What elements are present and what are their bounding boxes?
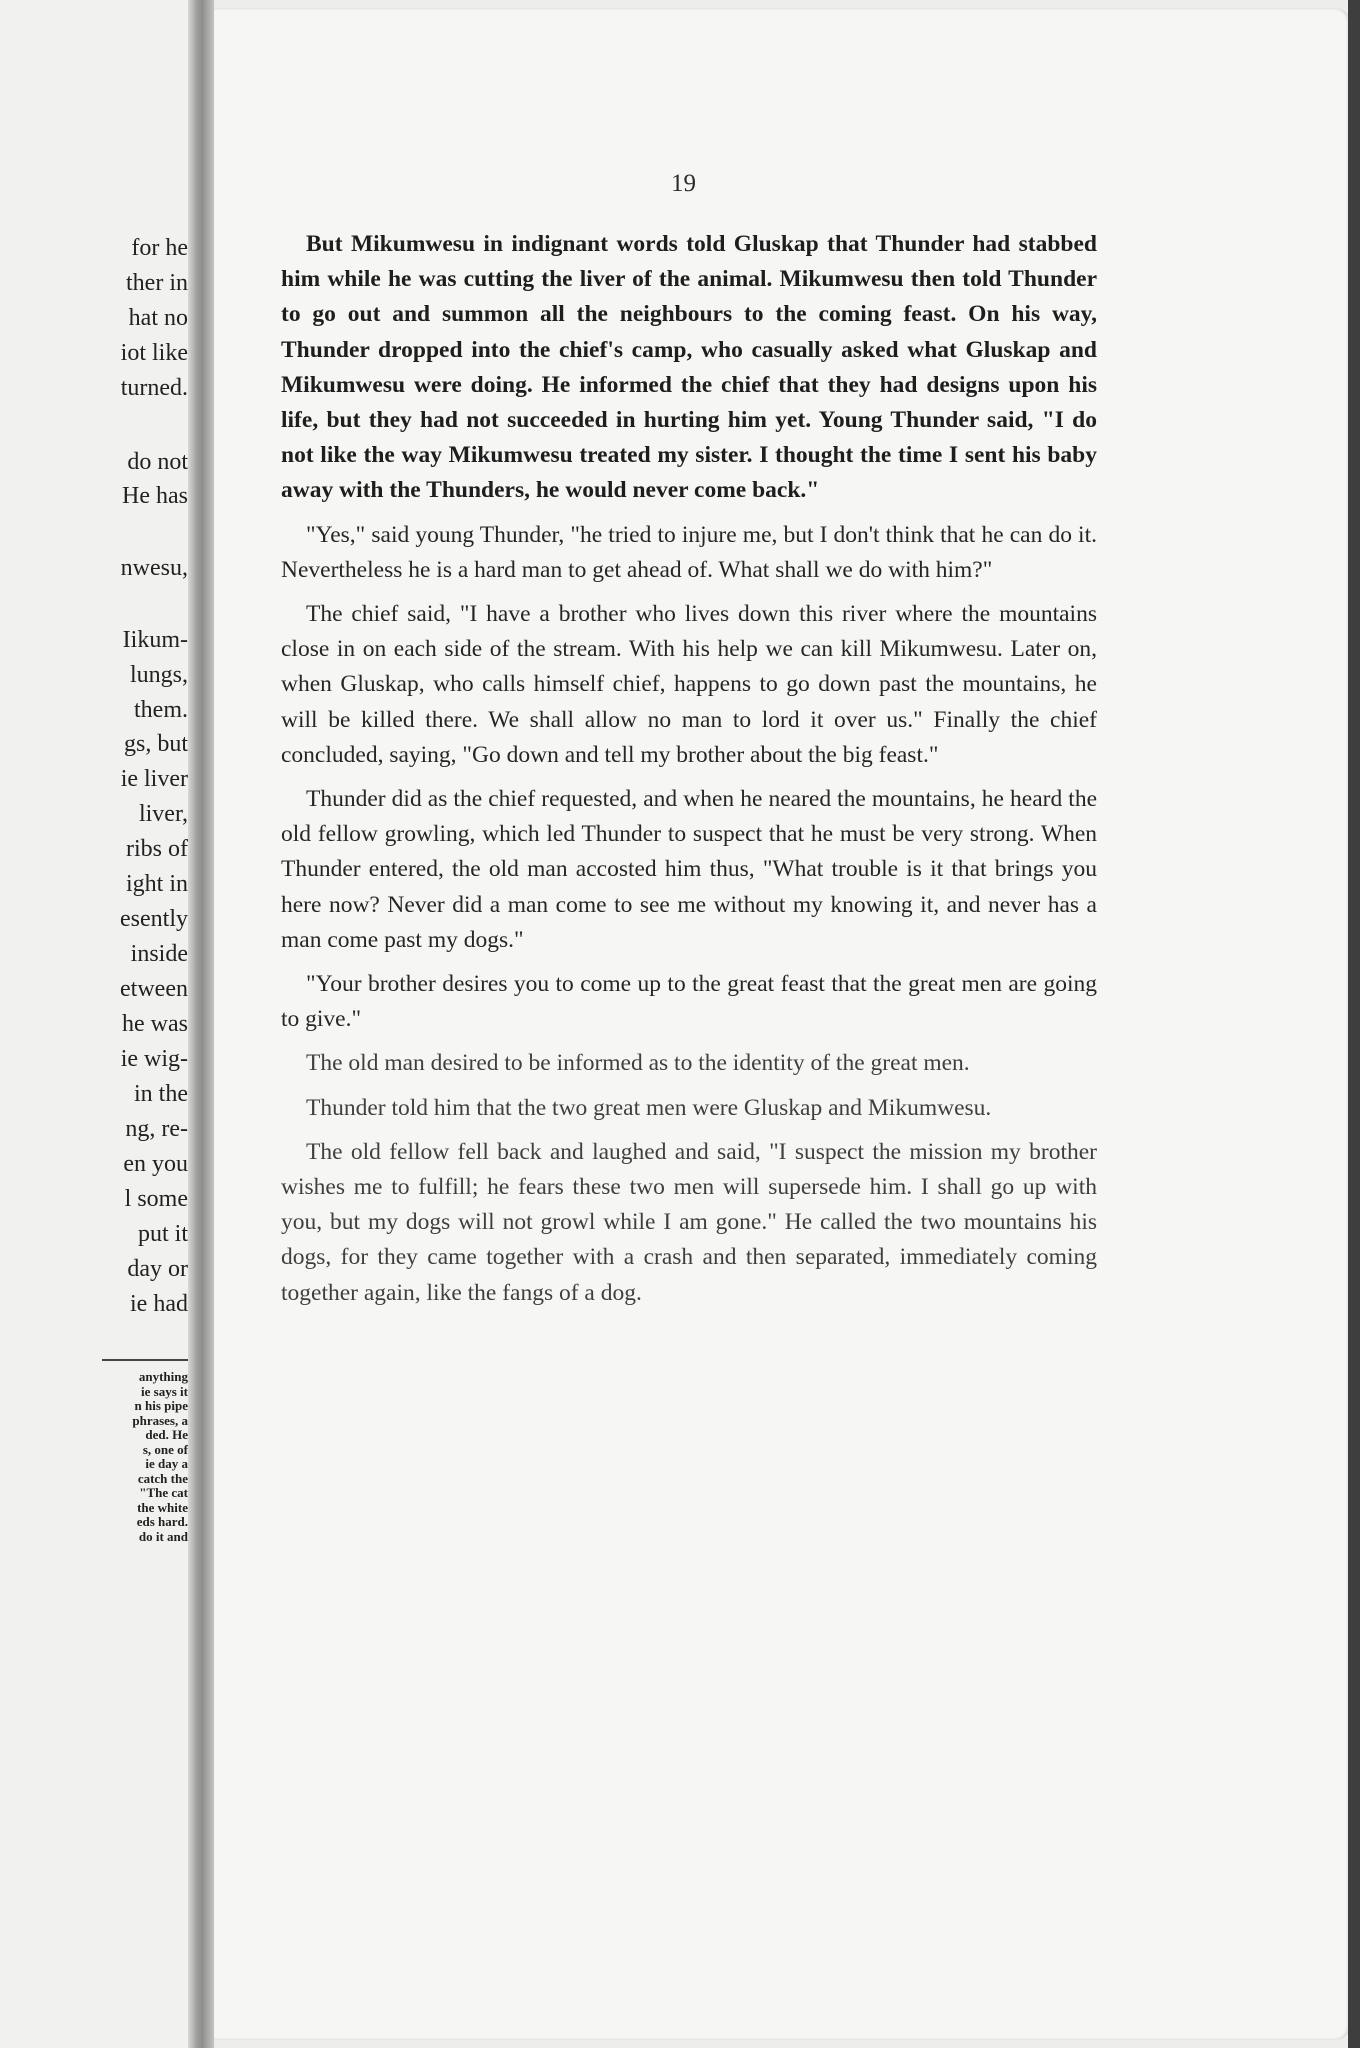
- previous-page-line: inside: [130, 941, 188, 967]
- previous-page-line: in the: [134, 1081, 188, 1107]
- paragraph: Thunder told him that the two great men were Gluskap and Mikumwesu.: [306, 1094, 992, 1121]
- previous-page-footnote-line: do it and: [138, 1528, 188, 1544]
- previous-page-line: lungs,: [129, 662, 188, 688]
- previous-page-line: turned.: [120, 375, 188, 401]
- previous-page-footnote-line: catch the: [137, 1470, 188, 1486]
- previous-page-footnote-line: n his pipe: [134, 1398, 188, 1413]
- previous-page-line: en you: [123, 1151, 188, 1177]
- previous-page-line: gs, but: [123, 731, 188, 757]
- paragraph: The old fellow fell back and laughed and said, "I suspect the mission my brother wishes me to fulfill; he fears these two men will supersede him. I shall go up with you, but my dogs will not growl while I am gone." He called the two mountains his dogs, for they came together with a crash and then separated, immediately coming together again, like the fangs of a dog.: [281, 1138, 1097, 1306]
- previous-page-footnote-line: s, one of: [142, 1441, 188, 1457]
- previous-page-line: ight in: [125, 871, 188, 897]
- previous-page-footnote-line: ie says it: [141, 1383, 188, 1399]
- page-body: [281, 227, 1097, 1320]
- previous-page-line: ther in: [126, 270, 188, 296]
- previous-page-line: do not: [127, 449, 188, 475]
- previous-page-footnote-line: eds hard.: [136, 1514, 188, 1529]
- paragraph: But Mikumwesu in indignant words told Gluskap that Thunder had stabbed him while he was cutting the liver of the animal. Mikumwesu then told Thunder to go out and summon all the neighbours to the coming feast. On his way, Thunder dropped into the chief's camp, who casually asked what Gluskap and Mikumwesu were doing. He informed the chief that they had designs upon his life, but they had not succeeded in hurting him yet. Young Thunder said, "I do not like the way Mikumwesu treated my sister. I thought the time I sent his baby away with the Thunders, he would never come back.": [281, 231, 1097, 504]
- previous-page-line: l some: [124, 1186, 188, 1212]
- previous-page-line: hat no: [128, 305, 188, 331]
- paragraph: "Your brother desires you to come up to the great feast that the great men are going to give.": [281, 971, 1097, 1033]
- previous-page-footnote-line: ded. He: [145, 1427, 188, 1442]
- page-number: 19: [671, 170, 696, 197]
- previous-page-line: he was: [122, 1011, 188, 1037]
- previous-page-line: etween: [120, 976, 188, 1002]
- previous-page-line: for he: [131, 235, 188, 261]
- paragraph: Thunder did as the chief requested, and when he neared the mountains, he heard the old fellow growling, which led Thunder to suspect that he must be very strong. When Thunder entered, the old man accosted him thus, "What trouble is it that brings you here now? Never did a man come to see me without my knowing it, and never has a man come past my dogs.": [281, 786, 1097, 953]
- previous-page-footnote-line: phrases, a: [132, 1412, 188, 1428]
- previous-page-line: ribs of: [126, 836, 188, 862]
- paragraph: The old man desired to be informed as to the identity of the great men.: [306, 1050, 970, 1077]
- footnote-rule: [102, 1359, 188, 1361]
- previous-page-line: put it: [137, 1221, 188, 1247]
- previous-page-footnote-line: anything: [138, 1369, 188, 1384]
- previous-page-line: liver,: [138, 801, 188, 827]
- previous-page-line: ie had: [130, 1291, 188, 1317]
- previous-page-line: iot like: [120, 340, 188, 366]
- previous-page-line: He has: [122, 483, 188, 509]
- previous-page-line: day or: [127, 1256, 188, 1282]
- paragraph: The chief said, "I have a brother who lives down this river where the mountains close in on each side of the stream. With his help we can kill Mikumwesu. Later on, when Gluskap, who calls himself chief, happens to go down past the mountains, he will be killed there. We shall allow no man to lord it over us." Finally the chief concluded, saying, "Go down and tell my brother about the big feast.": [281, 601, 1097, 768]
- previous-page-line: esently: [120, 906, 188, 932]
- previous-page-line: them.: [134, 697, 188, 723]
- previous-page-line: Iikum-: [122, 627, 188, 653]
- previous-page-footnote-line: "The cat: [139, 1485, 188, 1500]
- scan-edge: [1348, 0, 1360, 2048]
- previous-page-footnote-line: ie day a: [145, 1456, 188, 1471]
- previous-page-fragment: [0, 0, 196, 2048]
- previous-page-line: ng, re-: [125, 1116, 188, 1142]
- previous-page-line: ie liver: [120, 766, 188, 792]
- previous-page-line: ie wig-: [120, 1046, 188, 1072]
- previous-page-line: nwesu,: [120, 555, 188, 581]
- book-gutter: [188, 0, 214, 2048]
- previous-page-footnote-line: the white: [137, 1499, 188, 1515]
- paragraph: "Yes," said young Thunder, "he tried to injure me, but I don't think that he can do it. Nevertheless he is a hard man to get ahead of. What shall we do with him?": [281, 521, 1097, 583]
